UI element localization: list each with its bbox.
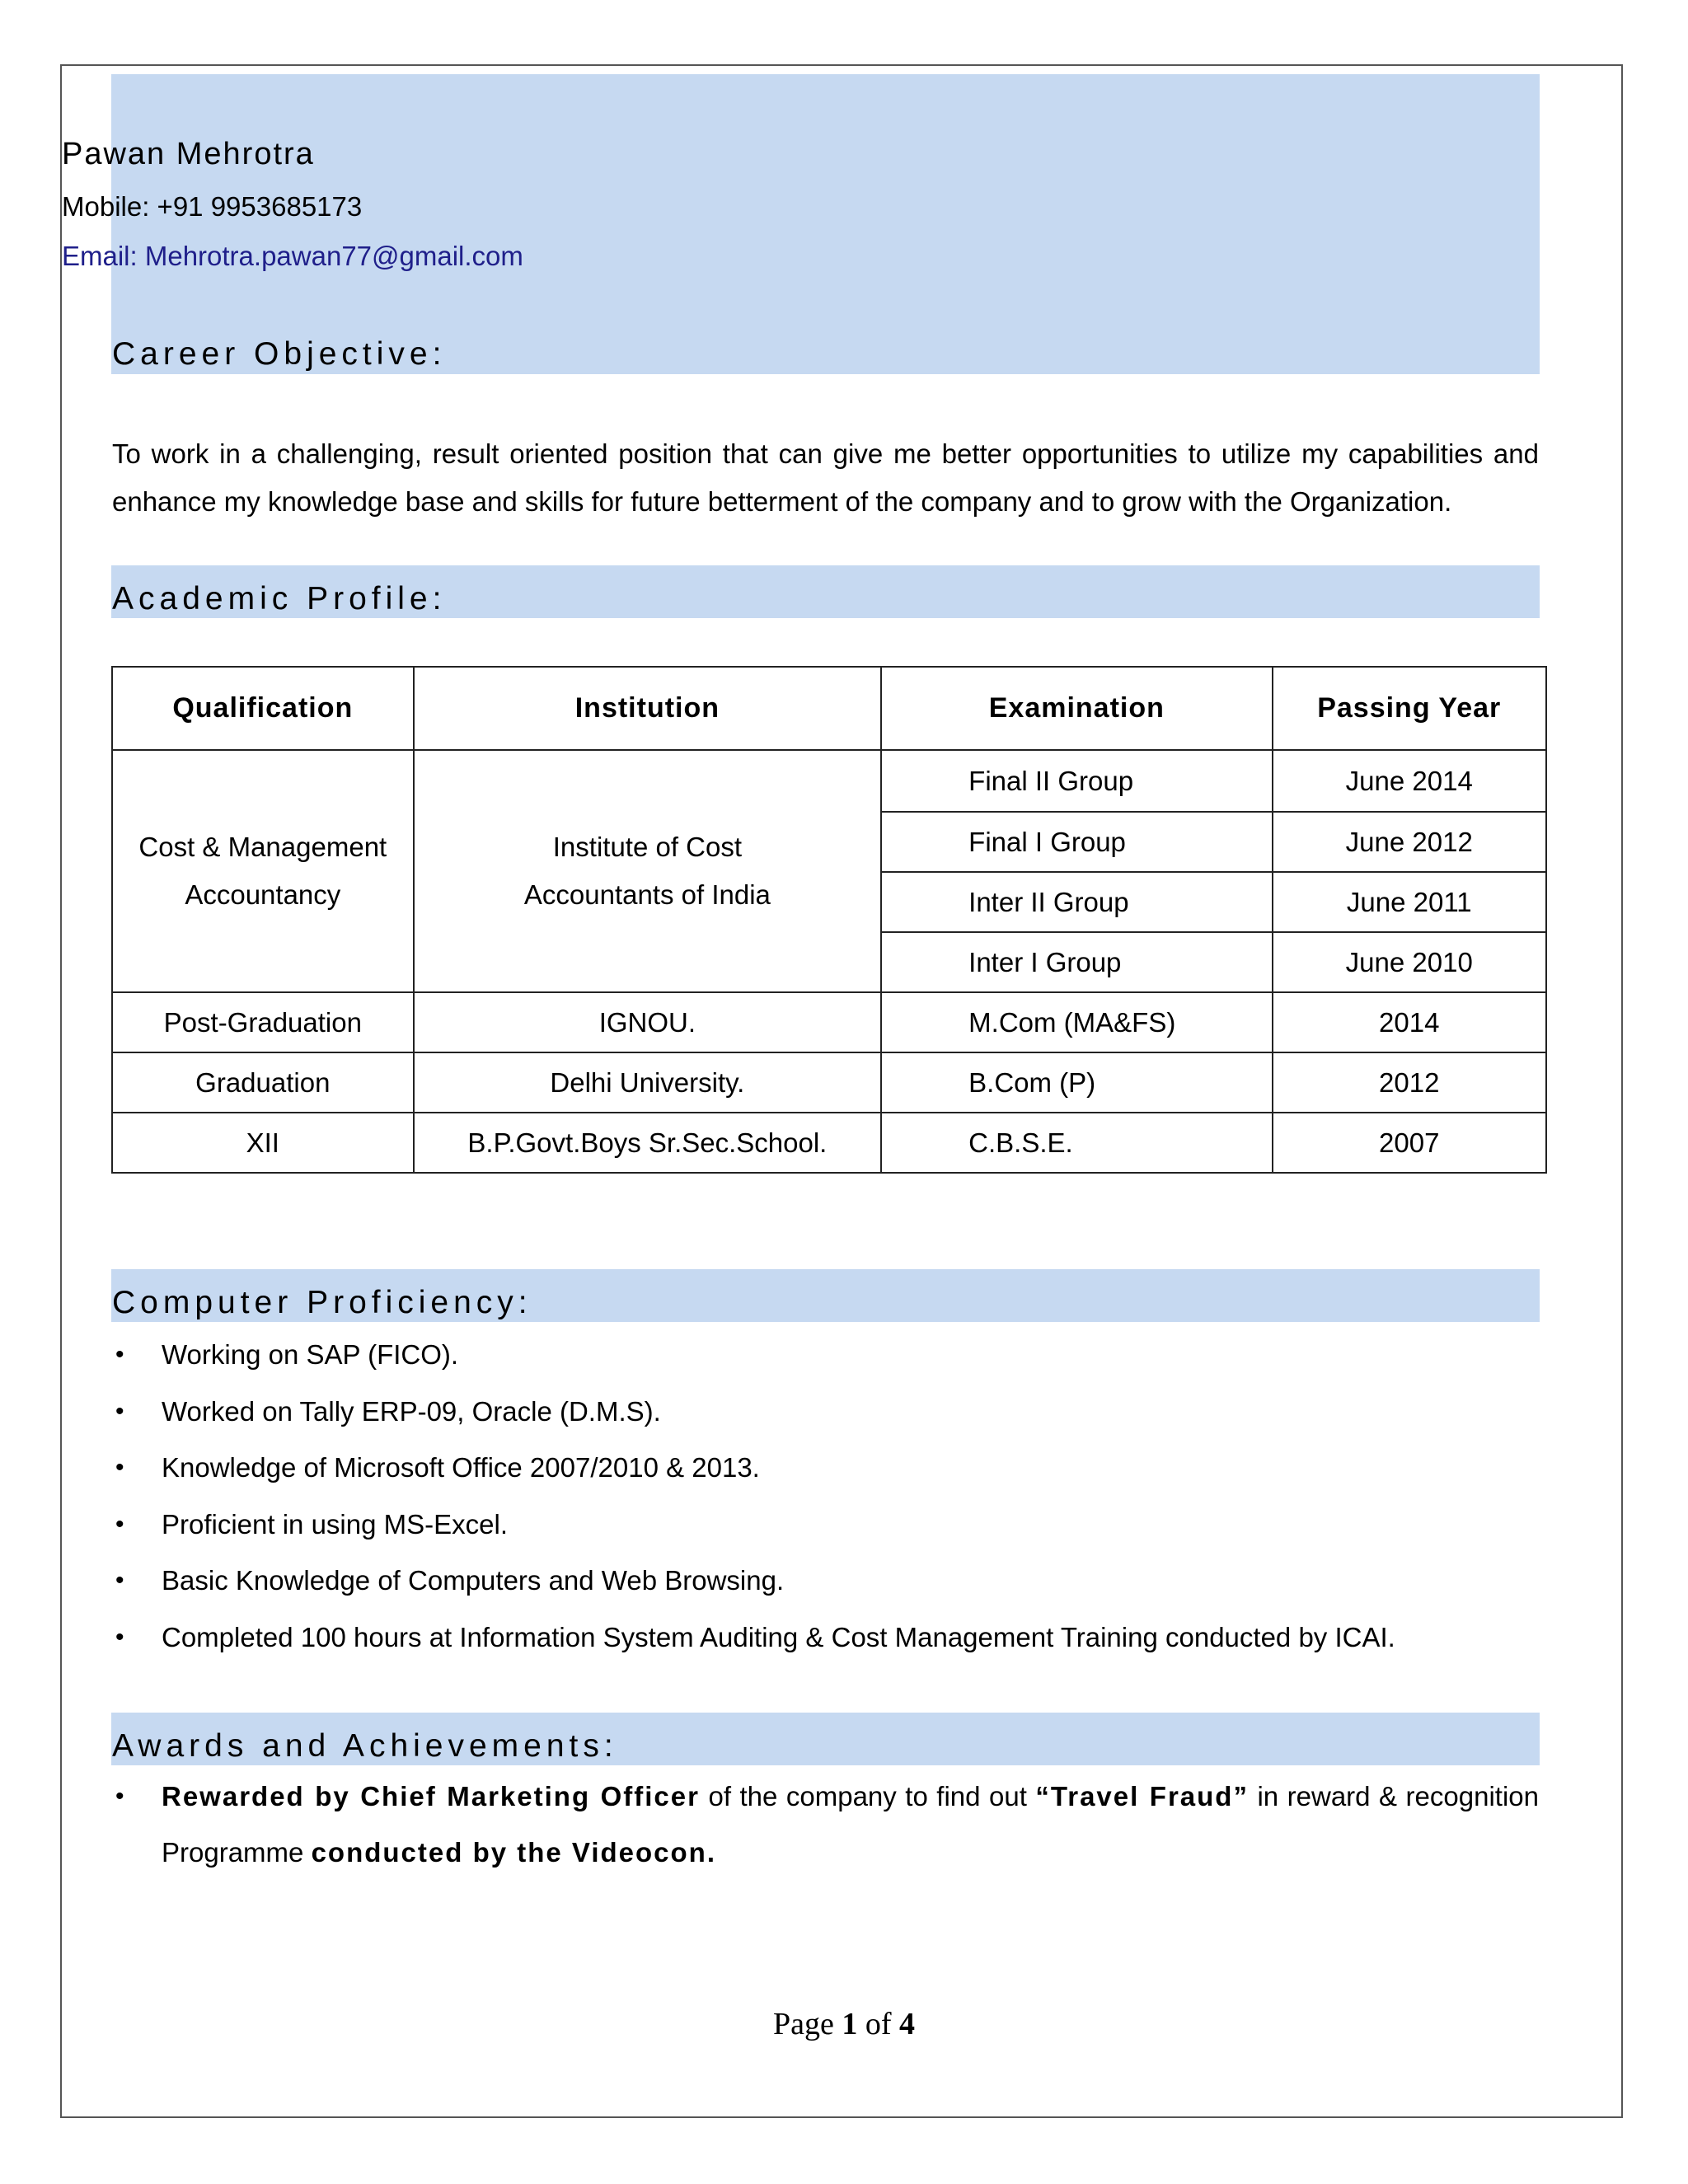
passing-year-cell: 2014 — [1273, 992, 1547, 1052]
institution-cell: B.P.Govt.Boys Sr.Sec.School. — [414, 1113, 882, 1173]
academic-table — [111, 666, 1547, 1174]
passing-year-cell: June 2012 — [1273, 812, 1547, 872]
list-item: • Completed 100 hours at Information System Auditing & Cost Management Training conducted by ICAI. — [112, 1619, 1546, 1675]
column-header: Examination — [881, 667, 1272, 750]
mobile-number: Mobile: +91 9953685173 — [62, 191, 363, 222]
email-address[interactable]: Email: Mehrotra.pawan77@gmail.com — [62, 241, 523, 271]
list-item: • Working on SAP (FICO). — [112, 1336, 1546, 1393]
column-header: Qualification — [112, 667, 414, 750]
institution-cell: Delhi University. — [414, 1052, 882, 1113]
qualification-cell: XII — [112, 1113, 414, 1173]
examination-cell: Final I Group — [881, 812, 1272, 872]
computer-proficiency-list — [112, 1336, 1546, 1675]
passing-year-cell: June 2011 — [1273, 872, 1547, 932]
table-row — [112, 750, 1546, 812]
award-highlight: conducted by the Videocon. — [311, 1837, 717, 1868]
candidate-name: Pawan Mehrotra — [62, 137, 315, 171]
academic-profile-heading: Academic Profile: — [112, 581, 447, 616]
table-row — [112, 1052, 1546, 1113]
column-header: Passing Year — [1273, 667, 1547, 750]
examination-cell: B.Com (P) — [881, 1052, 1272, 1113]
award-highlight: Rewarded by Chief Marketing Officer — [162, 1781, 700, 1811]
column-header: Institution — [414, 667, 882, 750]
list-item: • Knowledge of Microsoft Office 2007/2010 & 2013. — [112, 1449, 1546, 1506]
passing-year-cell: June 2010 — [1273, 932, 1547, 992]
current-page-number: 1 — [842, 2007, 858, 2041]
list-item: • Proficient in using MS-Excel. — [112, 1506, 1546, 1563]
list-item — [112, 1769, 1539, 1881]
qualification-cell: Cost & Management Accountancy — [112, 750, 414, 992]
page-of-label: of — [857, 2007, 900, 2041]
career-objective-text: To work in a challenging, result oriented position that can give me better opportunities to utilize my capabilities and enhance my knowledge base and skills for future betterment of the company and to grow with the Organization. — [112, 438, 1539, 517]
passing-year-cell: 2007 — [1273, 1113, 1547, 1173]
award-text: in reward & recognition Programme — [162, 1781, 1539, 1868]
computer-proficiency-heading: Computer Proficiency: — [112, 1285, 532, 1320]
examination-cell: C.B.S.E. — [881, 1113, 1272, 1173]
table-header-row — [112, 667, 1546, 750]
awards-list — [112, 1769, 1539, 1881]
total-page-count: 4 — [899, 2007, 916, 2041]
passing-year-cell: 2012 — [1273, 1052, 1547, 1113]
examination-cell: Final II Group — [881, 750, 1272, 812]
institution-cell: Institute of Cost Accountants of India — [414, 750, 882, 992]
awards-heading: Awards and Achievements: — [112, 1728, 618, 1764]
list-item: • Basic Knowledge of Computers and Web Browsing. — [112, 1562, 1546, 1619]
table-row — [112, 1113, 1546, 1173]
passing-year-cell: June 2014 — [1273, 750, 1547, 812]
list-item: • Worked on Tally ERP-09, Oracle (D.M.S). — [112, 1393, 1546, 1450]
qualification-cell: Graduation — [112, 1052, 414, 1113]
award-text: of the company to find out — [699, 1781, 1036, 1811]
examination-cell: M.Com (MA&FS) — [881, 992, 1272, 1052]
examination-cell: Inter II Group — [881, 872, 1272, 932]
examination-cell: Inter I Group — [881, 932, 1272, 992]
qualification-cell: Post-Graduation — [112, 992, 414, 1052]
institution-cell: IGNOU. — [414, 992, 882, 1052]
award-highlight: “Travel Fraud” — [1035, 1781, 1249, 1811]
career-objective-heading: Career Objective: — [112, 336, 447, 372]
table-row — [112, 992, 1546, 1052]
page-label: Page — [772, 2007, 842, 2041]
page-footer — [0, 2006, 1688, 2042]
header-background — [111, 74, 1540, 374]
